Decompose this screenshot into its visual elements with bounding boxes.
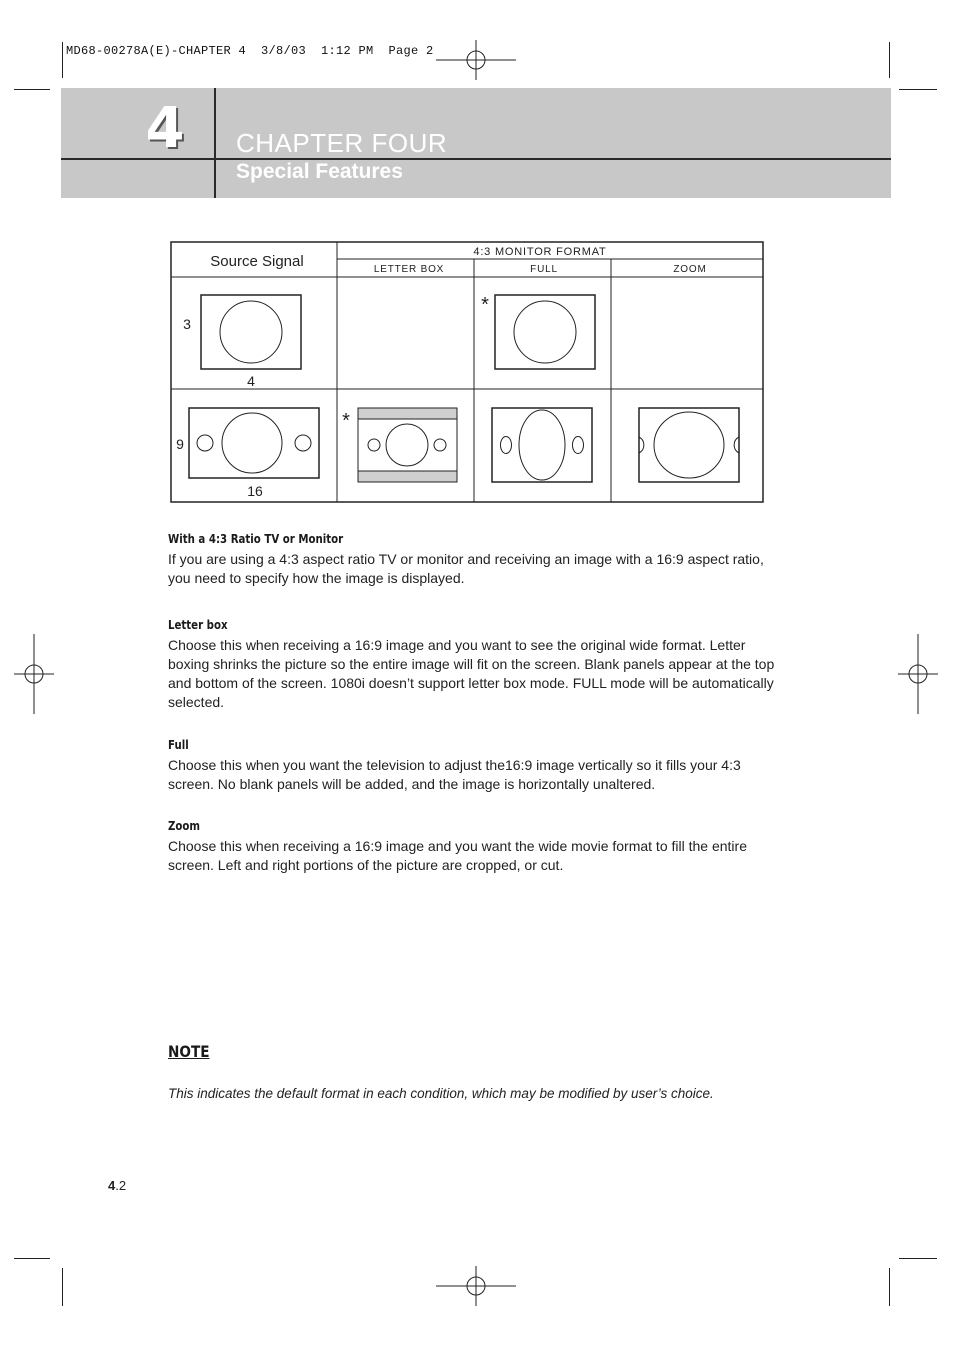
section-heading: With a 4:3 Ratio TV or Monitor — [168, 532, 344, 546]
default-mark-full: * — [481, 294, 489, 316]
registration-mark-bottom — [436, 1266, 516, 1306]
full-4x3-screen — [495, 295, 595, 369]
default-mark-letterbox: * — [342, 410, 350, 432]
note-body: This indicates the default format in each condition, which may be modified by user’s choice. — [168, 1086, 714, 1101]
source-16x9-screen — [189, 408, 319, 478]
section-body: Choose this when receiving a 16:9 image and you want to see the original wide format. Letter boxing shrinks the picture so the entire image will fit on the screen. Blank panels appear at the top and bottom of the screen. 1080i doesn’t support letter box mode. FULL mode will be automatically selected. — [168, 637, 775, 710]
section-heading: Full — [168, 738, 189, 752]
col-zoom-label: ZOOM — [673, 264, 707, 275]
header-vertical-divider — [214, 88, 216, 198]
page-number-page: .2 — [115, 1178, 127, 1193]
col-full-label: FULL — [530, 264, 558, 275]
col-letterbox-label: LETTER BOX — [373, 264, 445, 275]
aspect-ratio-diagram — [170, 241, 766, 505]
chapter-subtitle: Special Features — [236, 160, 403, 183]
section-4x3-monitor — [168, 532, 788, 588]
source-4x3-screen — [201, 295, 301, 369]
registration-mark-right — [898, 634, 938, 714]
chapter-number: 4 — [145, 96, 185, 161]
page-number — [108, 1178, 126, 1193]
section-body: Choose this when you want the television to adjust the16:9 image vertically so it fills your 4:3 screen. No blank panels will be added, and the image is horizontally unaltered. — [168, 757, 741, 792]
page-number-chapter: 4 — [108, 1178, 116, 1193]
zoom-screen — [639, 408, 739, 482]
ratio-height-3: 3 — [183, 316, 191, 332]
source-signal-label: Source Signal — [210, 253, 304, 270]
letterbox-screen — [358, 408, 457, 482]
section-full — [168, 738, 788, 794]
section-body: If you are using a 4:3 aspect ratio TV or monitor and receiving an image with a 16:9 aspect ratio, you need to specify how the image is displayed. — [168, 551, 764, 586]
section-letter-box — [168, 618, 788, 712]
print-slug: MD68-00278A(E)-CHAPTER 4 3/8/03 1:12 PM Page 2 — [66, 44, 434, 58]
section-heading: Letter box — [168, 618, 228, 632]
registration-mark-top — [436, 40, 516, 80]
ratio-width-16: 16 — [247, 483, 263, 499]
ratio-height-9: 9 — [176, 436, 184, 452]
full-anamorphic-screen — [492, 408, 592, 482]
note-heading: NOTE — [168, 1042, 210, 1061]
ratio-width-4: 4 — [247, 373, 255, 389]
section-body: Choose this when receiving a 16:9 image and you want the wide movie format to fill the entire screen. Left and right portions of the picture are cropped, or cut. — [168, 838, 747, 873]
chapter-title: CHAPTER FOUR — [236, 128, 448, 158]
monitor-format-label: 4:3 MONITOR FORMAT — [473, 246, 607, 258]
section-zoom — [168, 819, 788, 875]
section-heading: Zoom — [168, 819, 201, 833]
registration-mark-left — [14, 634, 54, 714]
